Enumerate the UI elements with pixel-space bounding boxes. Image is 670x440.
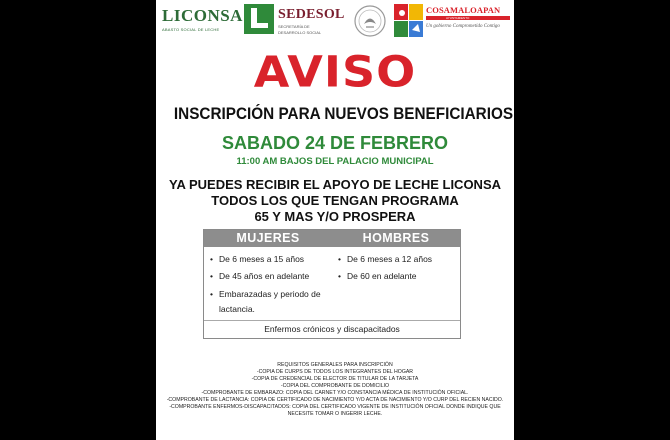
mexico-seal-icon (353, 4, 387, 38)
sedesol-logo (278, 7, 348, 35)
list-item: • Embarazadas y periodo de lactancia. (210, 287, 332, 317)
sedesol-l-icon (244, 4, 274, 34)
aviso-poster (156, 0, 514, 440)
requirement-line: -COMPROBANTE DE EMBARAZO: COPIA DEL CARNET Y/O CONSTANCIA MÉDICA DE INSTITUCIÓN OFICIAL. (201, 390, 469, 396)
sedesol-wordmark: SEDESOL (278, 7, 345, 22)
event-time-place: 11:00 AM BAJOS DEL PALACIO MUNICIPAL (236, 156, 434, 167)
table-body (204, 247, 460, 321)
cosamaloapan-emblem-icon (394, 4, 424, 38)
subtitle: INSCRIPCIÓN PARA NUEVOS BENEFICIARIOS (173, 104, 514, 123)
men-header: HOMBRES (362, 231, 430, 245)
table-header (204, 230, 460, 247)
list-item: • De 6 meses a 15 años (210, 253, 332, 266)
requirement-line: -COMPROBANTE DE LACTANCIA: COPIA DE CERTIFICADO DE NACIMIENTO Y/O ACTA DE NACIMIENTO Y/O CURP DEL RECIEN NACIDO. (166, 397, 504, 403)
event-date: SABADO 24 DE FEBRERO (221, 133, 449, 153)
sedesol-subtitle-2: DESARROLLO SOCIAL (278, 30, 322, 35)
requirements-list (156, 362, 514, 418)
requirement-line: -COPIA DE CREDENCIAL DE ELECTOR DE TITULAR DE LA TARJETA (251, 376, 419, 382)
cosamaloapan-logo (426, 5, 510, 29)
sedesol-subtitle-1: SECRETARÍA DE (278, 24, 310, 29)
requirement-line: NECESITE TOMAR O INGERIR LECHE. (287, 411, 383, 417)
announcement-message (156, 177, 514, 225)
eligibility-table (203, 229, 461, 339)
message-line: YA PUEDES RECIBIR EL APOYO DE LECHE LICONSA (168, 177, 502, 192)
list-item: • De 45 años en adelante (210, 270, 332, 283)
table-footer: Enfermos crónicos y discapacitados (264, 324, 400, 334)
requirement-line: REQUISITOS GENERALES PARA INSCRIPCIÓN (277, 362, 393, 368)
requirement-line: -COPIA DE CURPS DE TODOS LOS INTEGRANTES DEL HOGAR (256, 369, 414, 375)
cosamaloapan-slogan: Un gobierno Comprometido Contigo (426, 24, 500, 29)
men-column (332, 247, 460, 320)
cosamaloapan-wordmark: COSAMALOAPAN (426, 5, 501, 15)
message-line: TODOS LOS QUE TENGAN PROGRAMA (211, 193, 459, 208)
list-item: • De 60 en adelante (338, 270, 460, 283)
women-header: MUJERES (236, 231, 300, 245)
liconsa-logo (162, 6, 243, 32)
women-column (204, 247, 332, 320)
message-line: 65 Y MAS Y/O PROSPERA (254, 209, 416, 224)
logo-bar (156, 0, 514, 46)
liconsa-subtitle: ABASTO SOCIAL DE LECHE (162, 27, 220, 32)
list-item: • De 6 meses a 12 años (338, 253, 460, 266)
cosamaloapan-subtitle: AYUNTAMIENTO (426, 16, 510, 20)
requirement-line: -COMPROBANTE ENFERMOS-DISCAPACITADOS: COPIA DEL CERTIFICADO VIGENTE DE INSTITUCIÓN OFICIAL DONDE INDIQUE QUE (169, 404, 501, 410)
liconsa-wordmark: LICONSA (162, 6, 243, 25)
aviso-title: AVISO (253, 47, 417, 97)
requirement-line: -COPIA DEL COMPROBANTE DE DOMICILIO (280, 383, 390, 389)
